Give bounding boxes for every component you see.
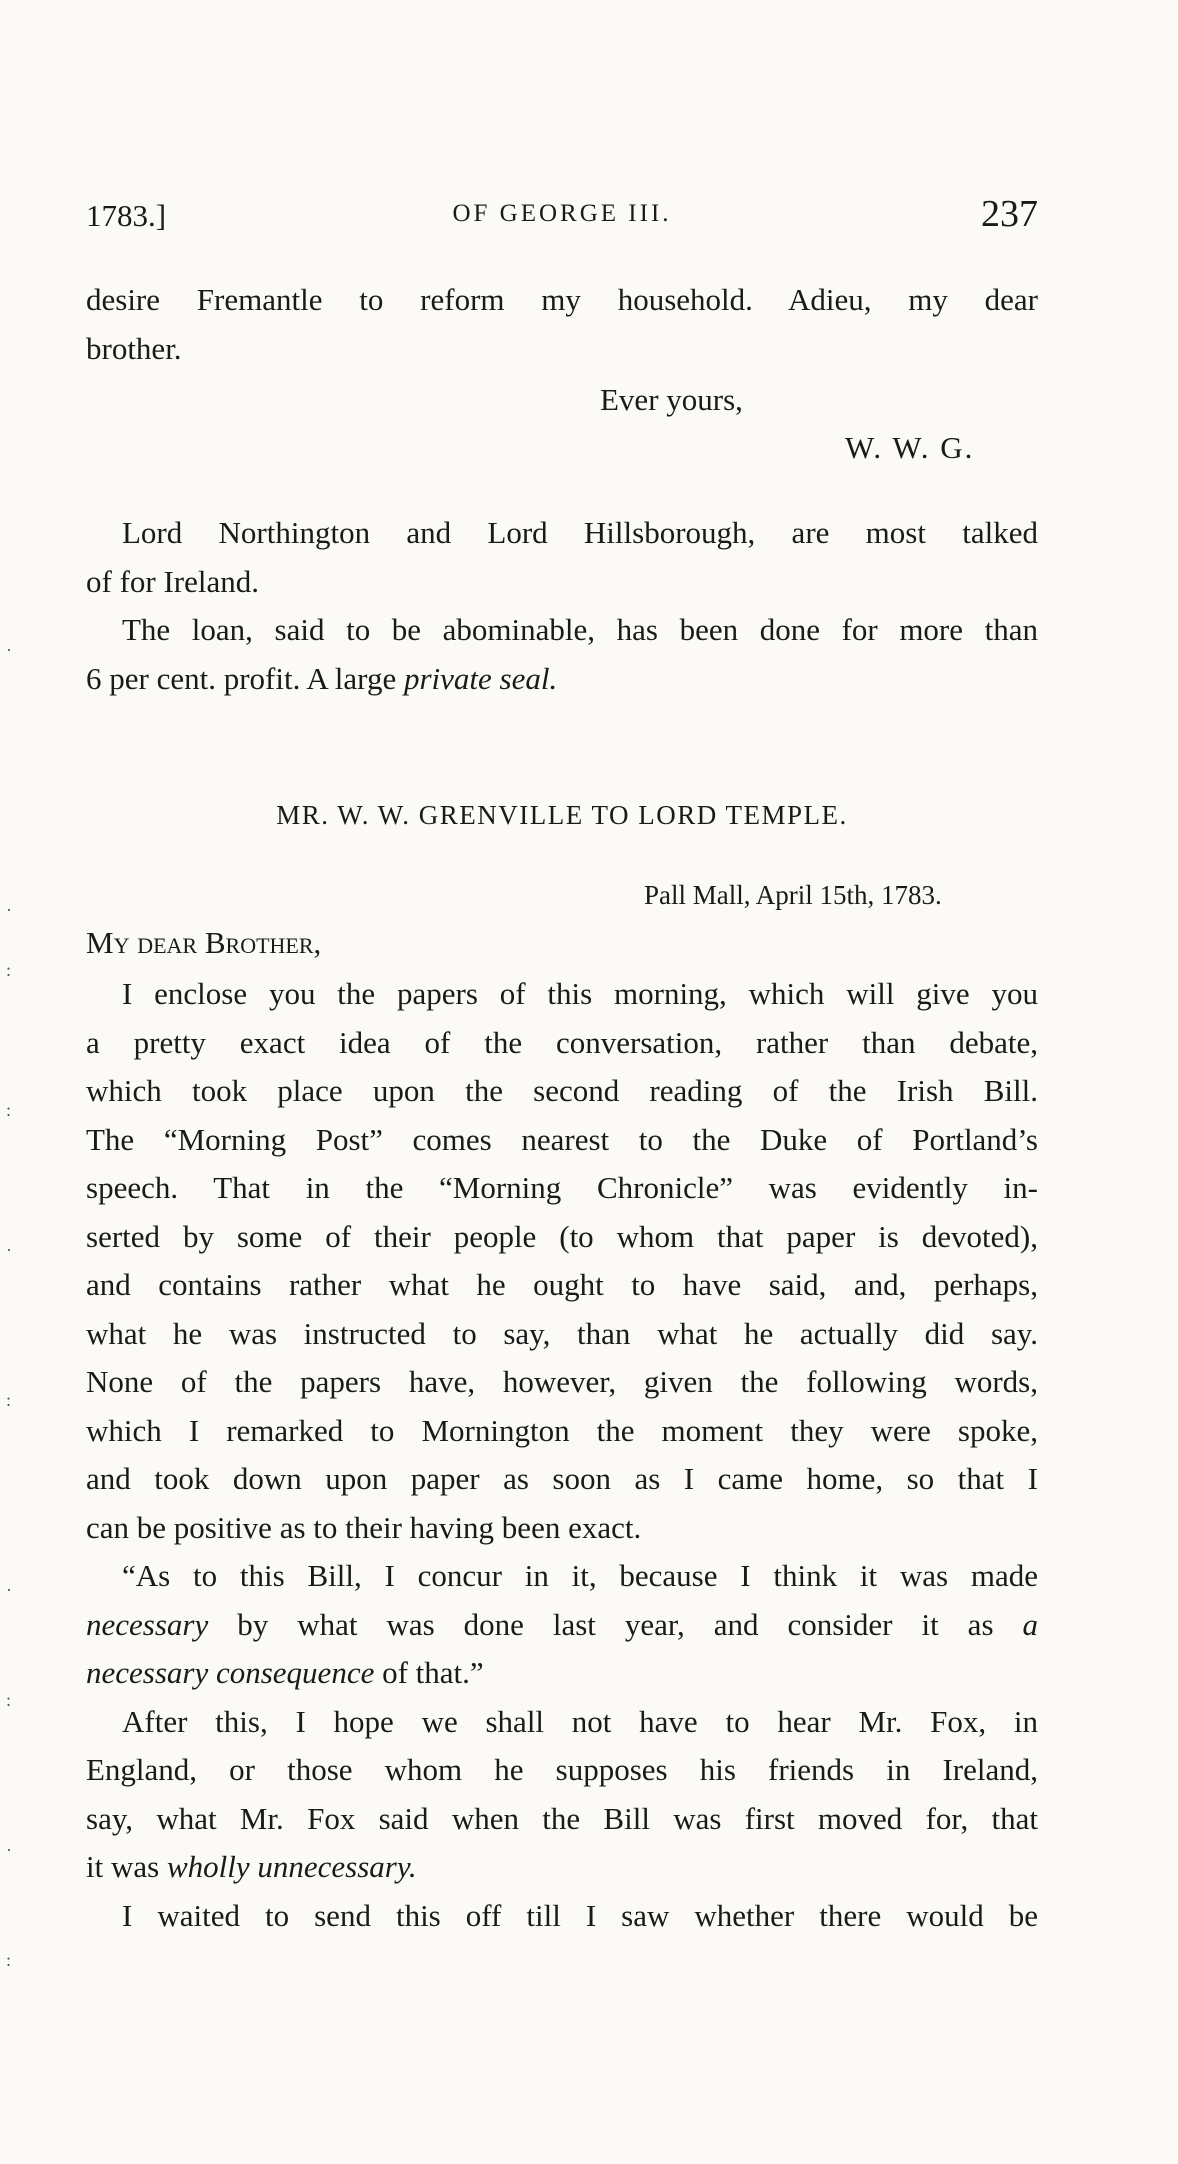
margin-mark: ·: [6, 1240, 12, 1260]
text-span: 6 per cent. profit. A large: [86, 660, 404, 696]
text-line: The loan, said to be abominable, has been done for more than: [122, 612, 1038, 647]
text-line: The “Morning Post” comes nearest to the Duke of Portland’s: [86, 1121, 1038, 1157]
text-line: [86, 1649, 1038, 1698]
text-line: and took down upon paper as soon as I came home, so that I: [86, 1461, 1038, 1496]
italic-text: necessary: [86, 1606, 209, 1642]
margin-mark: :: [6, 960, 12, 980]
text-line: a pretty exact idea of the conversation, rather than debate,: [86, 1024, 1038, 1060]
letter-heading: MR. W. W. GRENVILLE TO LORD TEMPLE.: [276, 800, 848, 830]
text-line: of for Ireland.: [86, 563, 259, 599]
text-line: can be positive as to their having been exact.: [86, 1509, 642, 1545]
text-line: which took place upon the second reading of the Irish Bill.: [86, 1073, 1038, 1108]
margin-mark: :: [6, 1390, 12, 1410]
italic-text: a: [1022, 1606, 1038, 1642]
margin-mark: ·: [6, 1840, 12, 1860]
text-line: Lord Northington and Lord Hillsborough, are most talked: [122, 515, 1038, 550]
text-line: which I remarked to Mornington the moment they were spoke,: [86, 1412, 1038, 1448]
header-year: 1783.]: [86, 198, 167, 233]
letter-salutation: My dear Brother,: [86, 925, 322, 960]
letter-body: [86, 970, 1038, 1940]
text-line: say, what Mr. Fox said when the Bill was first moved for, that: [86, 1800, 1038, 1836]
text-line: I waited to send this off till I saw whether there would be: [122, 1897, 1038, 1933]
text-line: None of the papers have, however, given the following words,: [86, 1364, 1038, 1399]
margin-marks: [0, 0, 40, 2164]
paragraph-continuation: [86, 276, 1038, 373]
text-line: what he was instructed to say, than what he actually did say.: [86, 1315, 1038, 1351]
letter-closing: Ever yours,: [600, 382, 743, 417]
text-line: “As to this Bill, I concur in it, because I think it was made: [122, 1558, 1038, 1593]
text-line: I enclose you the papers of this morning, which will give you: [122, 976, 1038, 1011]
margin-mark: :: [6, 1690, 12, 1710]
text-line: After this, I hope we shall not have to hear Mr. Fox, in: [122, 1703, 1038, 1739]
margin-mark: ·: [6, 640, 12, 660]
text-line: serted by some of their people (to whom that paper is devoted),: [86, 1218, 1038, 1254]
letter-signature: W. W. G.: [845, 430, 975, 465]
italic-text: private seal.: [403, 660, 558, 696]
margin-mark: ·: [6, 1580, 12, 1600]
postscript: [86, 509, 1038, 703]
text-line: desire Fremantle to reform my household. Adieu, my dear: [86, 282, 1038, 317]
text-line: speech. That in the “Morning Chronicle” was evidently in-: [86, 1170, 1038, 1205]
running-header: [86, 192, 1038, 236]
text-span: it was: [86, 1849, 167, 1884]
text-line: [86, 1601, 1038, 1650]
italic-text: wholly unnecessary.: [166, 1849, 417, 1884]
text-line: England, or those whom he supposes his friends in Ireland,: [86, 1752, 1038, 1787]
text-line: brother.: [86, 330, 182, 366]
letter-dateline: Pall Mall, April 15th, 1783.: [644, 880, 942, 910]
margin-mark: :: [6, 1100, 12, 1120]
text-span: by what was done last year, and consider it as: [208, 1606, 1023, 1642]
text-line: [86, 1843, 1038, 1892]
running-title: OF GEORGE III.: [452, 200, 672, 227]
page-number: 237: [981, 193, 1038, 235]
margin-mark: :: [6, 1950, 12, 1970]
text-span: of that.”: [374, 1655, 484, 1690]
text-line: and contains rather what he ought to have said, and, perhaps,: [86, 1267, 1038, 1302]
italic-text: necessary consequence: [86, 1655, 375, 1690]
text-line: [86, 655, 1038, 704]
margin-mark: ·: [6, 900, 12, 920]
